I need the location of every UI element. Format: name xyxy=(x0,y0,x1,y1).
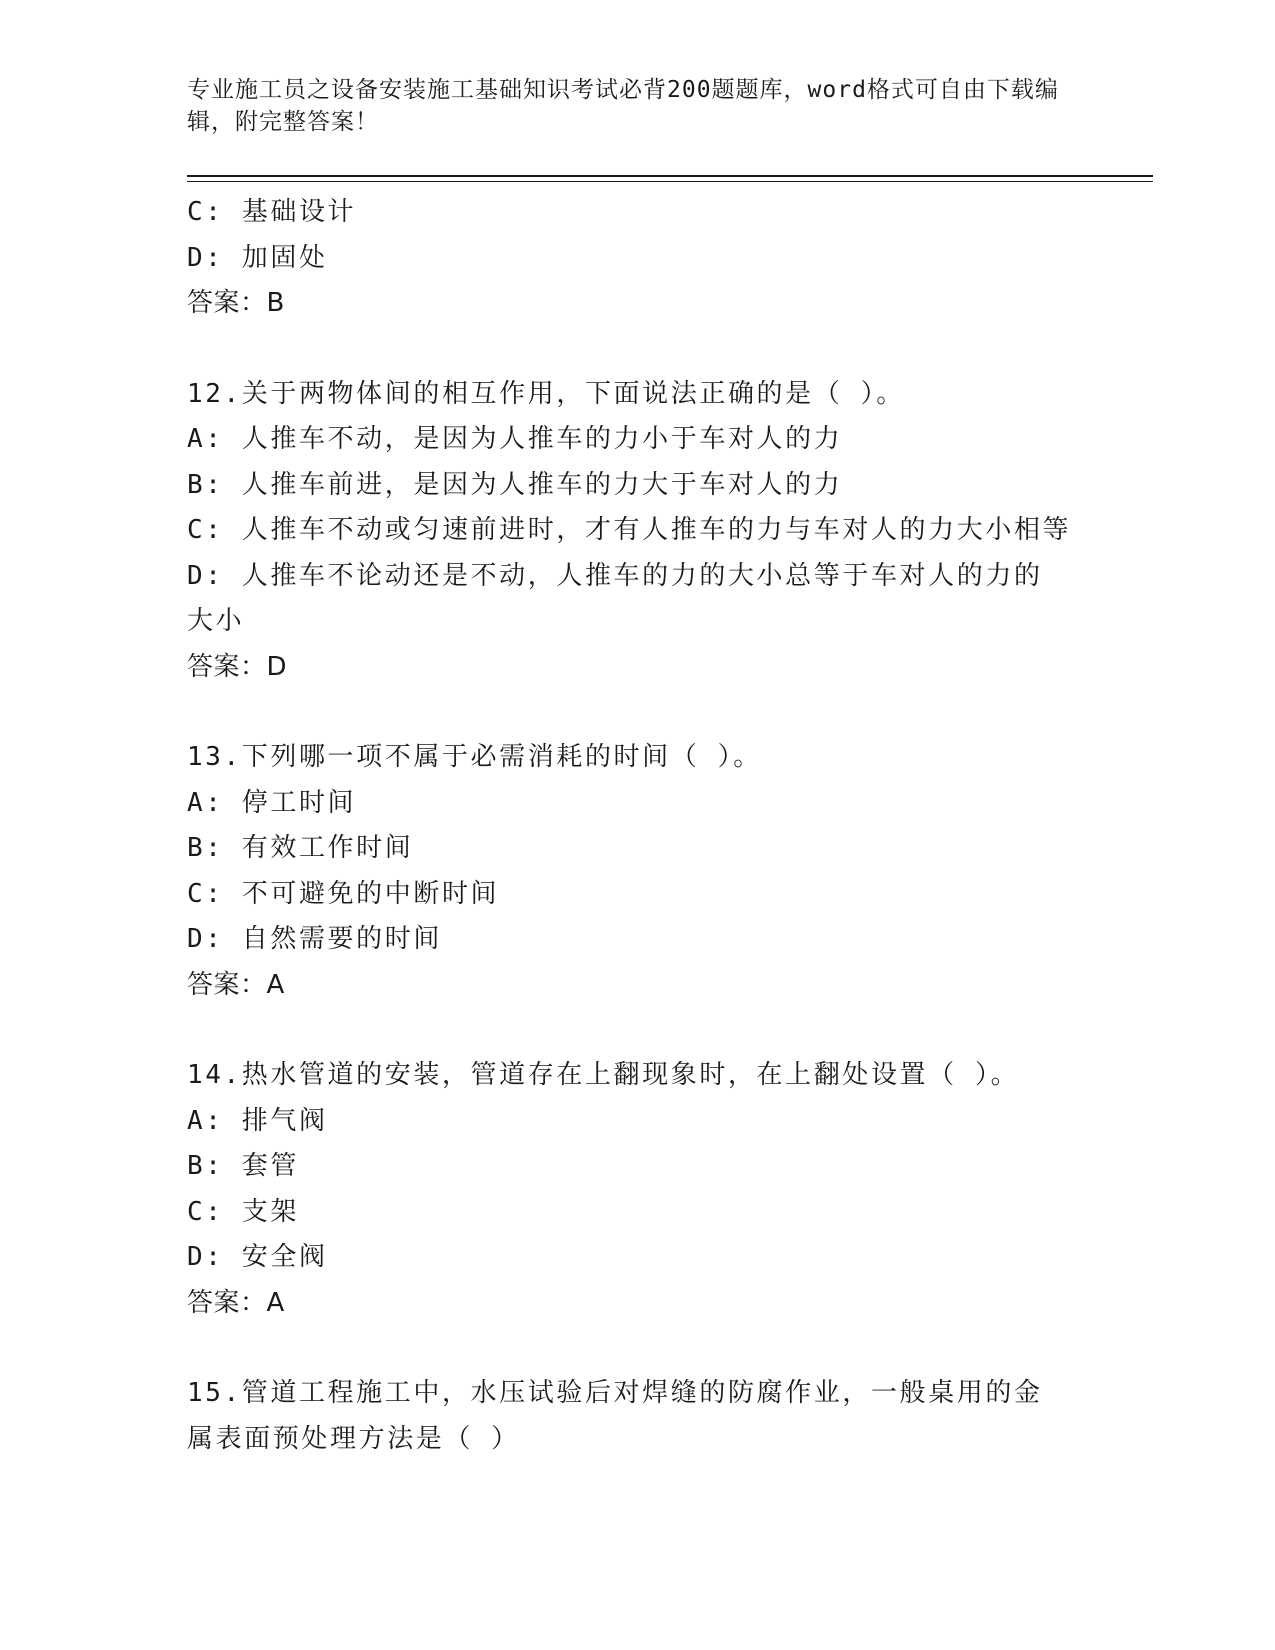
spacer xyxy=(187,1008,1087,1053)
header-rule-thin xyxy=(187,181,1153,182)
answer-line: 答案：A xyxy=(187,1287,285,1318)
option-b: B: 人推车前进，是因为人推车的力大于车对人的力 xyxy=(187,469,843,500)
question-15 xyxy=(187,1371,1087,1462)
option-c: C: 人推车不动或匀速前进时，才有人推车的力与车对人的力大小相等 xyxy=(187,515,1072,545)
question-text: 14.热水管道的安装，管道存在上翻现象时，在上翻处设置（ ）。 xyxy=(187,1060,1020,1090)
option-a: A: 排气阀 xyxy=(187,1105,328,1136)
spacer xyxy=(187,1326,1087,1371)
option-b: B: 有效工作时间 xyxy=(187,833,414,863)
answer-line: 答案：A xyxy=(187,969,285,1000)
option-d: D: 人推车不论动还是不动，人推车的力的大小总等于车对人的力的大小 xyxy=(187,560,1043,636)
question-text: 15.管道工程施工中，水压试验后对焊缝的防腐作业，一般桌用的金属表面预处理方法是（ ） xyxy=(187,1378,1043,1454)
header-rule-thick xyxy=(187,175,1153,177)
option-a: A: 停工时间 xyxy=(187,787,357,818)
option-c: C: 支架 xyxy=(187,1196,299,1227)
option-d: D: 自然需要的时间 xyxy=(187,924,442,954)
option-a: A: 人推车不动，是因为人推车的力小于车对人的力 xyxy=(187,424,843,454)
option-d: D: 加固处 xyxy=(187,242,328,273)
spacer xyxy=(187,690,1087,735)
option-c: C: 不可避免的中断时间 xyxy=(187,878,500,909)
answer-line: 答案：B xyxy=(187,288,285,318)
continued-question xyxy=(187,190,1087,327)
page-header: 专业施工员之设备安装施工基础知识考试必背200题题库，word格式可自由下载编辑，附完整答案！ xyxy=(187,77,1059,135)
question-14 xyxy=(187,1053,1087,1326)
question-12 xyxy=(187,372,1087,691)
option-b: B: 套管 xyxy=(187,1151,299,1181)
document-body xyxy=(187,190,1087,1462)
option-c: C: 基础设计 xyxy=(187,197,357,227)
option-d: D: 安全阀 xyxy=(187,1242,328,1272)
spacer xyxy=(187,327,1087,372)
question-text: 13.下列哪一项不属于必需消耗的时间（ ）。 xyxy=(187,742,762,772)
question-text: 12.关于两物体间的相互作用，下面说法正确的是（ ）。 xyxy=(187,378,905,409)
answer-line: 答案：D xyxy=(187,651,288,682)
question-13 xyxy=(187,735,1087,1008)
